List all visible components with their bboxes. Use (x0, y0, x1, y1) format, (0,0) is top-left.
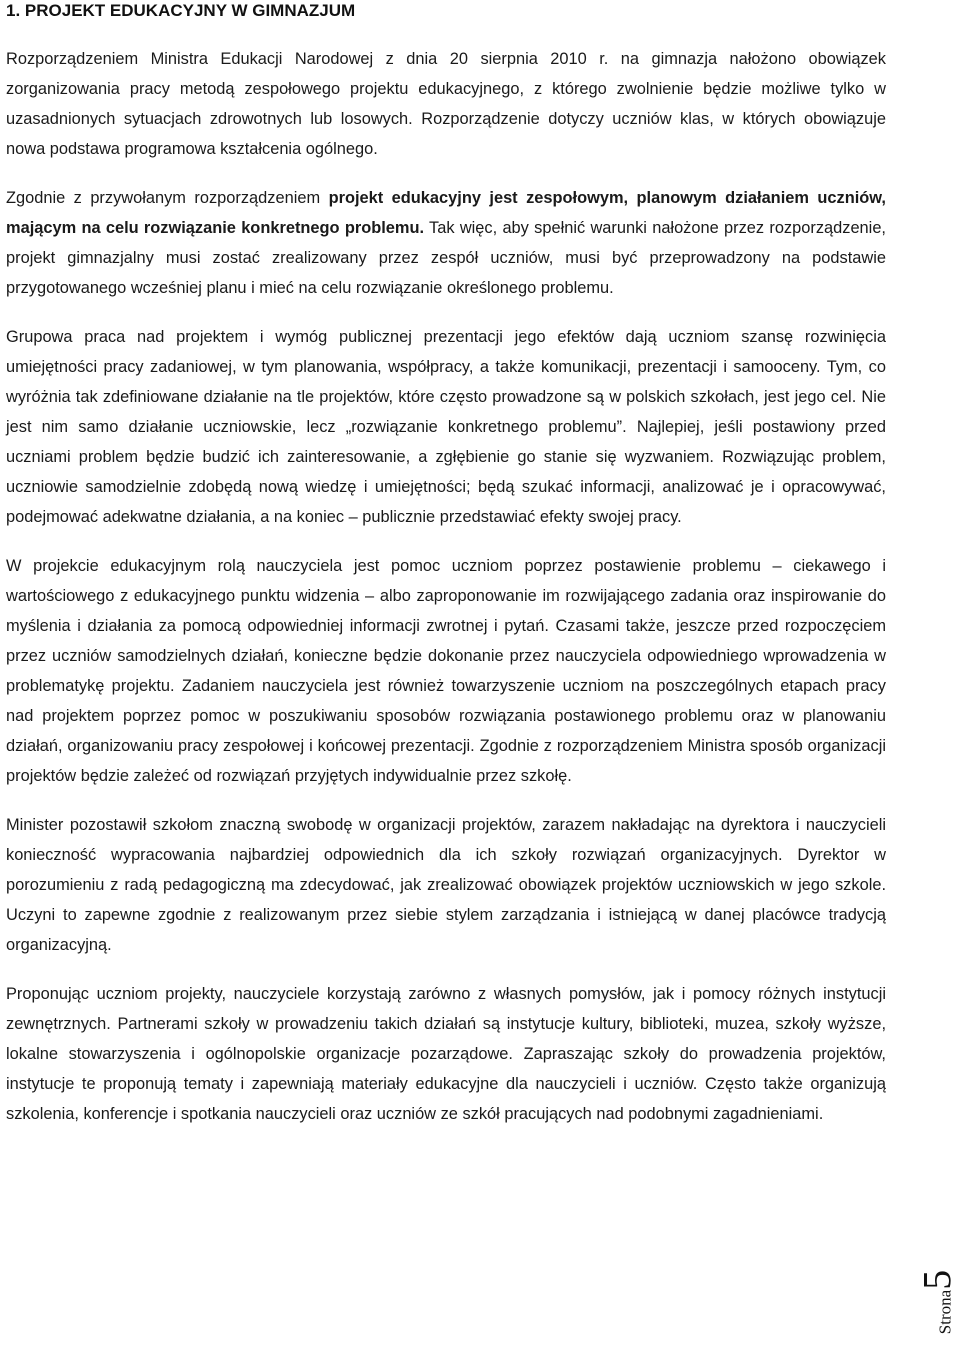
page-footer (914, 1252, 960, 1352)
paragraph-definition-end: Tak więc, aby spełnić warunki nałożone przez rozporządzenie, projekt gimnazjalny musi zostać zrealizowany przez zespół uczniów, musi być przeprowadzony na podstawie przygotowanego wcześniej planu i mieć na celu rozwiązanie określonego problemu. (6, 219, 886, 297)
paragraph-definition (6, 183, 886, 303)
section-heading: 1. PROJEKT EDUKACYJNY W GIMNAZJUM (6, 1, 356, 20)
page-number: 5 (914, 1269, 960, 1290)
page-number-vertical (914, 1270, 960, 1334)
page-label: Strona (935, 1289, 955, 1335)
paragraph-school-freedom: Minister pozostawił szkołom znaczną swobodę w organizacji projektów, zarazem nakładając na dyrektora i nauczycieli konieczność wypracowania najbardziej odpowiednich dla ich szkoły rozwiązań organizacyjnych. Dyrektor w porozumieniu z radą pedagogiczną ma zdecydować, jak zrealizować obowiązek projektów uczniowskich w jego szkole. Uczyni to zapewne zgodnie z realizowanym przez siebie stylem zarządzania i istniejącą w danej placówce tradycją organizacyjną. (6, 816, 886, 954)
paragraph-regulation: Rozporządzeniem Ministra Edukacji Narodowej z dnia 20 sierpnia 2010 r. na gimnazja nałożono obowiązek zorganizowania pracy metodą zespołowego projektu edukacyjnego, z którego zwolnienie będzie możliwe tylko w uzasadnionych sytuacjach zdrowotnych lub losowych. Rozporządzenie dotyczy uczniów klas, w których obowiązuje nowa podstawa programowa kształcenia ogólnego. (6, 50, 886, 158)
paragraph-group-work: Grupowa praca nad projektem i wymóg publicznej prezentacji jego efektów dają uczniom szansę rozwinięcia umiejętności pracy zadaniowej, w tym planowania, współpracy, a także komunikacji, prezentacji i samooceny. Tym, co wyróżnia tak zdefiniowane działanie na tle projektów, które często prowadzone są w polskich szkołach, jest jego cel. Nie jest nim samo działanie uczniowskie, lecz „rozwiązanie konkretnego problemu”. Najlepiej, jeśli postawiony przed uczniami problem będzie budzić ich zainteresowanie, a zgłębienie go stanie się wyzwaniem. Rozwiązując problem, uczniowie samodzielnie zdobędą nową wiedzę i umiejętności; będą szukać informacji, analizować je i opracowywać, podejmować adekwatne działania, a na koniec – publicznie przedstawiać efekty swojej pracy. (6, 328, 886, 526)
paragraph-definition-start: Zgodnie z przywołanym rozporządzeniem (6, 189, 329, 207)
project-definition-bold: projekt edukacyjny jest zespołowym, planowym działaniem uczniów, mającym na celu rozwiązanie konkretnego problemu. (6, 189, 886, 237)
paragraph-partners: Proponując uczniom projekty, nauczyciele korzystają zarówno z własnych pomysłów, jak i pomocy różnych instytucji zewnętrznych. Partnerami szkoły w prowadzeniu takich działań są instytucje kultury, biblioteki, muzea, szkoły wyższe, lokalne stowarzyszenia i ogólnopolskie organizacje pozarządowe. Zapraszając szkoły do prowadzenia projektów, instytucje te proponują tematy i zapewniają materiały edukacyjne dla nauczycieli i uczniów. Często także organizują szkolenia, konferencje i spotkania nauczycieli oraz uczniów ze szkół pracujących nad podobnymi zagadnieniami. (6, 985, 886, 1123)
paragraph-teacher-role: W projekcie edukacyjnym rolą nauczyciela jest pomoc uczniom poprzez postawienie problemu – ciekawego i wartościowego z edukacyjnego punktu widzenia – albo zaproponowanie im rozwijającego zadania oraz inspirowanie do myślenia i działania za pomocą odpowiedniej informacji zwrotnej i pytań. Czasami także, jeszcze przed rozpoczęciem przez uczniów samodzielnych działań, konieczne będzie dokonanie przez nauczyciela odpowiedniego wprowadzenia w problematykę projektu. Zadaniem nauczyciela jest również towarzyszenie uczniom na poszczególnych etapach pracy nad projektem poprzez pomoc w poszukiwaniu sposobów rozwiązania postawionego problemu oraz w planowaniu działań, organizowaniu pracy zespołowej i końcowej prezentacji. Zgodnie z rozporządzeniem Ministra sposób organizacji projektów będzie zależeć od rozwiązań przyjętych indywidualnie przez szkołę. (6, 557, 886, 785)
document-page (6, 0, 886, 1129)
